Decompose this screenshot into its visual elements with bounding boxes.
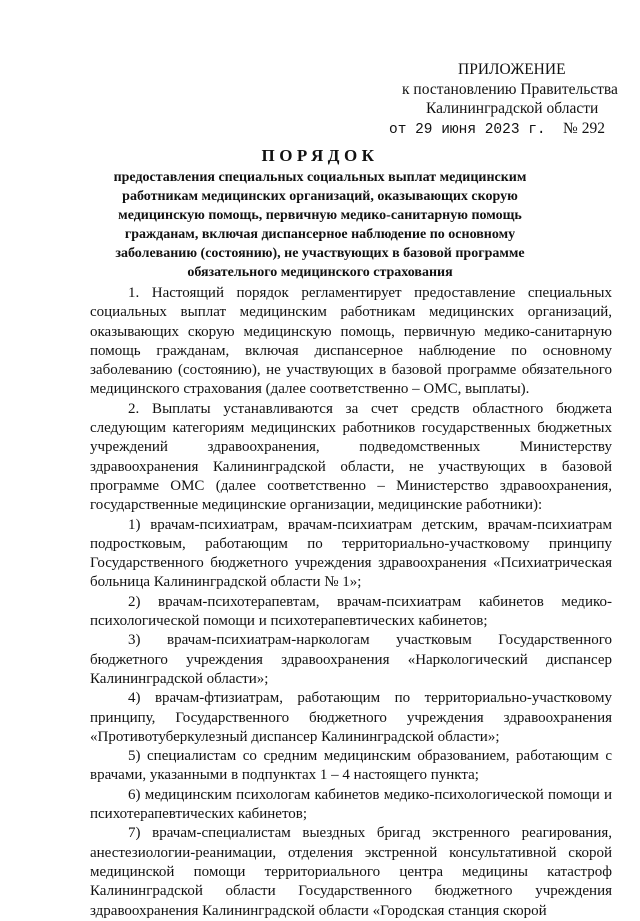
document-body xyxy=(90,284,612,921)
paragraph: 5) специалистам со средним медицинским образованием, работающим с врачами, указанными в подпунктах 1 – 4 настоящего пункта; xyxy=(90,748,612,784)
paragraph: 2) врачам-психотерапевтам, врачам-психиатрам кабинетов медико-психологической помощи и психотерапевтических кабинетов; xyxy=(90,593,612,630)
appendix-resolution-line: к постановлению Правительства xyxy=(402,80,618,98)
paragraph: 1. Настоящий порядок регламентирует предоставление специальных социальных выплат медицинским работникам медицинских организаций, оказывающих скорую медицинскую помощь, первичную медико-санитарную помощь гражданам, включая диспансерное наблюдение по основному заболеванию (состоянию), не участвующих в базовой программе обязательного медицинского страхования (далее соответственно – ОМС, выплаты). xyxy=(90,285,612,398)
appendix-region-line: Калининградской области xyxy=(426,100,599,117)
document-title: ПОРЯДОК xyxy=(261,146,379,165)
paragraph: 7) врачам-специалистам выездных бригад экстренного реагирования, анестезиологии-реанимации, отделения экстренной консультативной скорой медицинской помощи территориального центра медицины катастроф Калининградской области Государственного бюджетного учреждения здравоохранения Калининградской области «Городская станция скорой xyxy=(90,825,612,919)
appendix-block xyxy=(375,60,620,140)
appendix-date-line xyxy=(375,119,620,141)
appendix-date: от 29 июня 2023 г. xyxy=(389,121,546,138)
appendix-number: № 292 xyxy=(563,119,605,137)
paragraph: 1) врачам-психиатрам, врачам-психиатрам детским, врачам-психиатрам подростковым, работающим по территориально-участковому принципу Государственного бюджетного учреждения здравоохранения «Психиатрическая больница Калининградской области № 1»; xyxy=(90,516,612,591)
paragraph: 3) врачам-психиатрам-наркологам участковым Государственного бюджетного учреждения здравоохранения «Наркологический диспансер Калининградской области»; xyxy=(90,632,612,687)
appendix-title: ПРИЛОЖЕНИЕ xyxy=(458,61,566,78)
document-subtitle: предоставления специальных социальных выплат медицинским работникам медицинских организаций, оказывающих скорую медицинскую помощь, первичную медико-санитарную помощь гражданам, включая диспансерное наблюдение по основному заболеванию (состоянию), не участвующих в базовой программе обязательного медицинского страхования xyxy=(113,170,527,280)
paragraph: 6) медицинским психологам кабинетов медико-психологической помощи и психотерапевтических кабинетов; xyxy=(90,786,612,823)
paragraph: 4) врачам-фтизиатрам, работающим по территориально-участковому принципу, Государственного бюджетного учреждения здравоохранения «Противотуберкулезный диспансер Калининградской области»; xyxy=(90,690,612,745)
paragraph: 2. Выплаты устанавливаются за счет средств областного бюджета следующим категориям медицинских работников государственных бюджетных учреждений здравоохранения, подведомственных Министерству здравоохранения Калининградской области, не участвующих в базовой программе ОМС (далее соответственно – Министерство здравоохранения, государственные медицинские организации, медицинские работники): xyxy=(90,400,612,514)
